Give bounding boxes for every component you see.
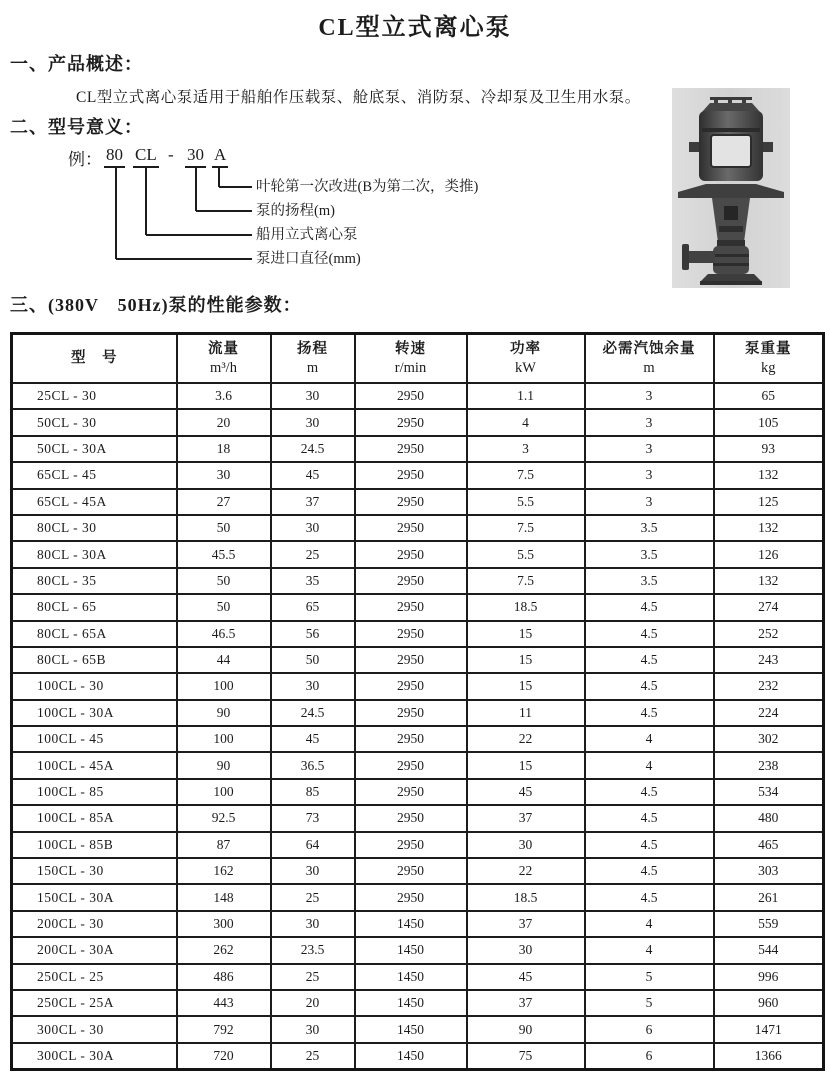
value-cell: 486 bbox=[177, 964, 271, 990]
value-cell: 7.5 bbox=[467, 462, 585, 488]
value-cell: 996 bbox=[714, 964, 824, 990]
value-cell: 2950 bbox=[355, 541, 467, 567]
model-cell: 100CL - 85 bbox=[12, 779, 177, 805]
value-cell: 24.5 bbox=[271, 700, 355, 726]
value-cell: 4.5 bbox=[585, 700, 714, 726]
model-cell: 80CL - 35 bbox=[12, 568, 177, 594]
model-cell: 80CL - 30A bbox=[12, 541, 177, 567]
value-cell: 4.5 bbox=[585, 779, 714, 805]
value-cell: 100 bbox=[177, 779, 271, 805]
value-cell: 2950 bbox=[355, 858, 467, 884]
value-cell: 30 bbox=[467, 937, 585, 963]
value-cell: 1450 bbox=[355, 964, 467, 990]
value-cell: 3 bbox=[585, 409, 714, 435]
value-cell: 3 bbox=[585, 436, 714, 462]
model-cell: 100CL - 45 bbox=[12, 726, 177, 752]
value-cell: 90 bbox=[177, 752, 271, 778]
value-cell: 35 bbox=[271, 568, 355, 594]
value-cell: 22 bbox=[467, 858, 585, 884]
value-cell: 1450 bbox=[355, 1043, 467, 1070]
value-cell: 25 bbox=[271, 541, 355, 567]
table-row bbox=[12, 700, 824, 726]
table-row bbox=[12, 752, 824, 778]
value-cell: 105 bbox=[714, 409, 824, 435]
model-cell: 100CL - 30 bbox=[12, 673, 177, 699]
value-cell: 4.5 bbox=[585, 647, 714, 673]
value-cell: 50 bbox=[177, 594, 271, 620]
value-cell: 44 bbox=[177, 647, 271, 673]
value-cell: 1366 bbox=[714, 1043, 824, 1070]
example-inlet-code: 80 bbox=[104, 145, 125, 168]
value-cell: 18.5 bbox=[467, 594, 585, 620]
value-cell: 5 bbox=[585, 964, 714, 990]
value-cell: 45 bbox=[271, 726, 355, 752]
table-row bbox=[12, 1016, 824, 1042]
model-cell: 50CL - 30 bbox=[12, 409, 177, 435]
value-cell: 4.5 bbox=[585, 884, 714, 910]
value-cell: 4.5 bbox=[585, 832, 714, 858]
value-cell: 36.5 bbox=[271, 752, 355, 778]
value-cell: 4 bbox=[585, 726, 714, 752]
value-cell: 30 bbox=[271, 1016, 355, 1042]
value-cell: 1450 bbox=[355, 911, 467, 937]
value-cell: 534 bbox=[714, 779, 824, 805]
value-cell: 27 bbox=[177, 489, 271, 515]
model-cell: 65CL - 45A bbox=[12, 489, 177, 515]
col-header-head: 扬程 m bbox=[271, 334, 355, 384]
value-cell: 443 bbox=[177, 990, 271, 1016]
col-header-flow: 流量 m³/h bbox=[177, 334, 271, 384]
value-cell: 50 bbox=[177, 568, 271, 594]
value-cell: 24.5 bbox=[271, 436, 355, 462]
value-cell: 46.5 bbox=[177, 621, 271, 647]
value-cell: 100 bbox=[177, 726, 271, 752]
value-cell: 15 bbox=[467, 752, 585, 778]
table-body bbox=[12, 383, 824, 1070]
value-cell: 20 bbox=[271, 990, 355, 1016]
table-row bbox=[12, 990, 824, 1016]
value-cell: 4.5 bbox=[585, 621, 714, 647]
col-header-speed: 转速 r/min bbox=[355, 334, 467, 384]
section2-heading: 二、型号意义： bbox=[10, 117, 143, 137]
value-cell: 480 bbox=[714, 805, 824, 831]
value-cell: 4 bbox=[585, 752, 714, 778]
value-cell: 37 bbox=[271, 489, 355, 515]
table-header bbox=[12, 334, 824, 384]
value-cell: 132 bbox=[714, 462, 824, 488]
value-cell: 4.5 bbox=[585, 805, 714, 831]
model-cell: 200CL - 30 bbox=[12, 911, 177, 937]
model-meaning-diagram bbox=[0, 140, 620, 288]
value-cell: 93 bbox=[714, 436, 824, 462]
value-cell: 37 bbox=[467, 911, 585, 937]
model-cell: 80CL - 65B bbox=[12, 647, 177, 673]
value-cell: 1.1 bbox=[467, 383, 585, 409]
value-cell: 7.5 bbox=[467, 515, 585, 541]
value-cell: 792 bbox=[177, 1016, 271, 1042]
value-cell: 73 bbox=[271, 805, 355, 831]
table-row bbox=[12, 436, 824, 462]
value-cell: 2950 bbox=[355, 621, 467, 647]
table-row bbox=[12, 568, 824, 594]
model-cell: 100CL - 85B bbox=[12, 832, 177, 858]
table-row bbox=[12, 621, 824, 647]
value-cell: 50 bbox=[177, 515, 271, 541]
value-cell: 2950 bbox=[355, 594, 467, 620]
value-cell: 224 bbox=[714, 700, 824, 726]
model-cell: 300CL - 30A bbox=[12, 1043, 177, 1070]
value-cell: 1450 bbox=[355, 990, 467, 1016]
value-cell: 4.5 bbox=[585, 673, 714, 699]
value-cell: 45 bbox=[467, 779, 585, 805]
example-rev-code: A bbox=[212, 145, 228, 168]
value-cell: 4 bbox=[585, 911, 714, 937]
overview-paragraph: CL型立式离心泵适用于船舶作压载泵、舱底泵、消防泵、冷却泵及卫生用水泵。 bbox=[76, 89, 641, 106]
value-cell: 18.5 bbox=[467, 884, 585, 910]
value-cell: 232 bbox=[714, 673, 824, 699]
label-inlet-diameter: 泵进口直径(mm) bbox=[256, 251, 361, 267]
value-cell: 30 bbox=[467, 832, 585, 858]
value-cell: 274 bbox=[714, 594, 824, 620]
value-cell: 22 bbox=[467, 726, 585, 752]
value-cell: 15 bbox=[467, 647, 585, 673]
value-cell: 85 bbox=[271, 779, 355, 805]
value-cell: 544 bbox=[714, 937, 824, 963]
table-row bbox=[12, 673, 824, 699]
value-cell: 75 bbox=[467, 1043, 585, 1070]
label-pump-head: 泵的扬程(m) bbox=[256, 203, 335, 219]
table-row bbox=[12, 911, 824, 937]
value-cell: 2950 bbox=[355, 832, 467, 858]
value-cell: 2950 bbox=[355, 884, 467, 910]
value-cell: 2950 bbox=[355, 515, 467, 541]
value-cell: 960 bbox=[714, 990, 824, 1016]
model-cell: 150CL - 30A bbox=[12, 884, 177, 910]
model-cell: 100CL - 85A bbox=[12, 805, 177, 831]
col-header-npsh: 必需汽蚀余量 m bbox=[585, 334, 714, 384]
model-cell: 80CL - 65A bbox=[12, 621, 177, 647]
value-cell: 65 bbox=[714, 383, 824, 409]
example-prefix: 例： bbox=[68, 150, 102, 169]
model-cell: 250CL - 25 bbox=[12, 964, 177, 990]
value-cell: 162 bbox=[177, 858, 271, 884]
table-row bbox=[12, 462, 824, 488]
value-cell: 262 bbox=[177, 937, 271, 963]
table-row bbox=[12, 594, 824, 620]
example-head-code: 30 bbox=[185, 145, 206, 168]
value-cell: 45 bbox=[467, 964, 585, 990]
value-cell: 2950 bbox=[355, 489, 467, 515]
value-cell: 90 bbox=[177, 700, 271, 726]
model-cell: 65CL - 45 bbox=[12, 462, 177, 488]
value-cell: 30 bbox=[271, 515, 355, 541]
table-row bbox=[12, 1043, 824, 1070]
table-row bbox=[12, 884, 824, 910]
example-dash: - bbox=[168, 145, 174, 164]
value-cell: 2950 bbox=[355, 805, 467, 831]
value-cell: 15 bbox=[467, 673, 585, 699]
model-cell: 300CL - 30 bbox=[12, 1016, 177, 1042]
value-cell: 87 bbox=[177, 832, 271, 858]
value-cell: 1471 bbox=[714, 1016, 824, 1042]
value-cell: 2950 bbox=[355, 462, 467, 488]
value-cell: 5 bbox=[585, 990, 714, 1016]
value-cell: 3 bbox=[585, 383, 714, 409]
value-cell: 45 bbox=[271, 462, 355, 488]
value-cell: 90 bbox=[467, 1016, 585, 1042]
value-cell: 5.5 bbox=[467, 541, 585, 567]
pump-product-photo bbox=[672, 88, 790, 288]
value-cell: 2950 bbox=[355, 409, 467, 435]
table-row bbox=[12, 383, 824, 409]
value-cell: 30 bbox=[271, 673, 355, 699]
value-cell: 25 bbox=[271, 1043, 355, 1070]
table-row bbox=[12, 726, 824, 752]
model-cell: 25CL - 30 bbox=[12, 383, 177, 409]
value-cell: 302 bbox=[714, 726, 824, 752]
page-title: CL型立式离心泵 bbox=[318, 15, 512, 41]
value-cell: 125 bbox=[714, 489, 824, 515]
value-cell: 243 bbox=[714, 647, 824, 673]
value-cell: 465 bbox=[714, 832, 824, 858]
value-cell: 30 bbox=[177, 462, 271, 488]
model-cell: 250CL - 25A bbox=[12, 990, 177, 1016]
value-cell: 126 bbox=[714, 541, 824, 567]
value-cell: 65 bbox=[271, 594, 355, 620]
value-cell: 25 bbox=[271, 884, 355, 910]
value-cell: 2950 bbox=[355, 436, 467, 462]
example-type-code: CL bbox=[133, 145, 159, 168]
table-row bbox=[12, 489, 824, 515]
value-cell: 238 bbox=[714, 752, 824, 778]
model-cell: 50CL - 30A bbox=[12, 436, 177, 462]
col-header-weight: 泵重量 kg bbox=[714, 334, 824, 384]
value-cell: 4.5 bbox=[585, 858, 714, 884]
value-cell: 25 bbox=[271, 964, 355, 990]
value-cell: 720 bbox=[177, 1043, 271, 1070]
section1-heading: 一、产品概述： bbox=[10, 54, 143, 74]
value-cell: 2950 bbox=[355, 673, 467, 699]
section3-heading: 三、(380V 50Hz)泵的性能参数： bbox=[10, 295, 302, 315]
value-cell: 1450 bbox=[355, 937, 467, 963]
value-cell: 30 bbox=[271, 911, 355, 937]
value-cell: 20 bbox=[177, 409, 271, 435]
value-cell: 56 bbox=[271, 621, 355, 647]
value-cell: 7.5 bbox=[467, 568, 585, 594]
value-cell: 2950 bbox=[355, 700, 467, 726]
value-cell: 148 bbox=[177, 884, 271, 910]
model-cell: 80CL - 30 bbox=[12, 515, 177, 541]
value-cell: 2950 bbox=[355, 726, 467, 752]
value-cell: 2950 bbox=[355, 383, 467, 409]
model-cell: 100CL - 45A bbox=[12, 752, 177, 778]
model-cell: 80CL - 65 bbox=[12, 594, 177, 620]
table-row bbox=[12, 515, 824, 541]
value-cell: 45.5 bbox=[177, 541, 271, 567]
table-row bbox=[12, 541, 824, 567]
value-cell: 3 bbox=[585, 489, 714, 515]
table-row bbox=[12, 858, 824, 884]
value-cell: 100 bbox=[177, 673, 271, 699]
col-header-model: 型 号 bbox=[12, 334, 177, 384]
value-cell: 2950 bbox=[355, 752, 467, 778]
table-row bbox=[12, 937, 824, 963]
value-cell: 3 bbox=[585, 462, 714, 488]
value-cell: 2950 bbox=[355, 568, 467, 594]
value-cell: 3.5 bbox=[585, 568, 714, 594]
value-cell: 15 bbox=[467, 621, 585, 647]
model-cell: 150CL - 30 bbox=[12, 858, 177, 884]
value-cell: 1450 bbox=[355, 1016, 467, 1042]
value-cell: 3.5 bbox=[585, 515, 714, 541]
value-cell: 30 bbox=[271, 383, 355, 409]
value-cell: 18 bbox=[177, 436, 271, 462]
value-cell: 5.5 bbox=[467, 489, 585, 515]
value-cell: 30 bbox=[271, 858, 355, 884]
value-cell: 30 bbox=[271, 409, 355, 435]
table-row bbox=[12, 832, 824, 858]
value-cell: 2950 bbox=[355, 647, 467, 673]
table-row bbox=[12, 964, 824, 990]
table-row bbox=[12, 779, 824, 805]
value-cell: 6 bbox=[585, 1043, 714, 1070]
value-cell: 2950 bbox=[355, 779, 467, 805]
value-cell: 300 bbox=[177, 911, 271, 937]
value-cell: 23.5 bbox=[271, 937, 355, 963]
value-cell: 4 bbox=[585, 937, 714, 963]
model-cell: 100CL - 30A bbox=[12, 700, 177, 726]
value-cell: 3.6 bbox=[177, 383, 271, 409]
value-cell: 3 bbox=[467, 436, 585, 462]
value-cell: 4 bbox=[467, 409, 585, 435]
table-row bbox=[12, 805, 824, 831]
value-cell: 64 bbox=[271, 832, 355, 858]
value-cell: 6 bbox=[585, 1016, 714, 1042]
value-cell: 261 bbox=[714, 884, 824, 910]
label-pump-type: 船用立式离心泵 bbox=[256, 227, 358, 243]
value-cell: 559 bbox=[714, 911, 824, 937]
label-impeller-revision: 叶轮第一次改进(B为第二次，类推) bbox=[256, 179, 479, 195]
value-cell: 132 bbox=[714, 515, 824, 541]
performance-table bbox=[10, 332, 825, 1071]
table-row bbox=[12, 409, 824, 435]
value-cell: 11 bbox=[467, 700, 585, 726]
value-cell: 132 bbox=[714, 568, 824, 594]
value-cell: 37 bbox=[467, 805, 585, 831]
value-cell: 50 bbox=[271, 647, 355, 673]
value-cell: 3.5 bbox=[585, 541, 714, 567]
value-cell: 92.5 bbox=[177, 805, 271, 831]
model-cell: 200CL - 30A bbox=[12, 937, 177, 963]
value-cell: 37 bbox=[467, 990, 585, 1016]
value-cell: 4.5 bbox=[585, 594, 714, 620]
col-header-power: 功率 kW bbox=[467, 334, 585, 384]
value-cell: 303 bbox=[714, 858, 824, 884]
table-row bbox=[12, 647, 824, 673]
value-cell: 252 bbox=[714, 621, 824, 647]
